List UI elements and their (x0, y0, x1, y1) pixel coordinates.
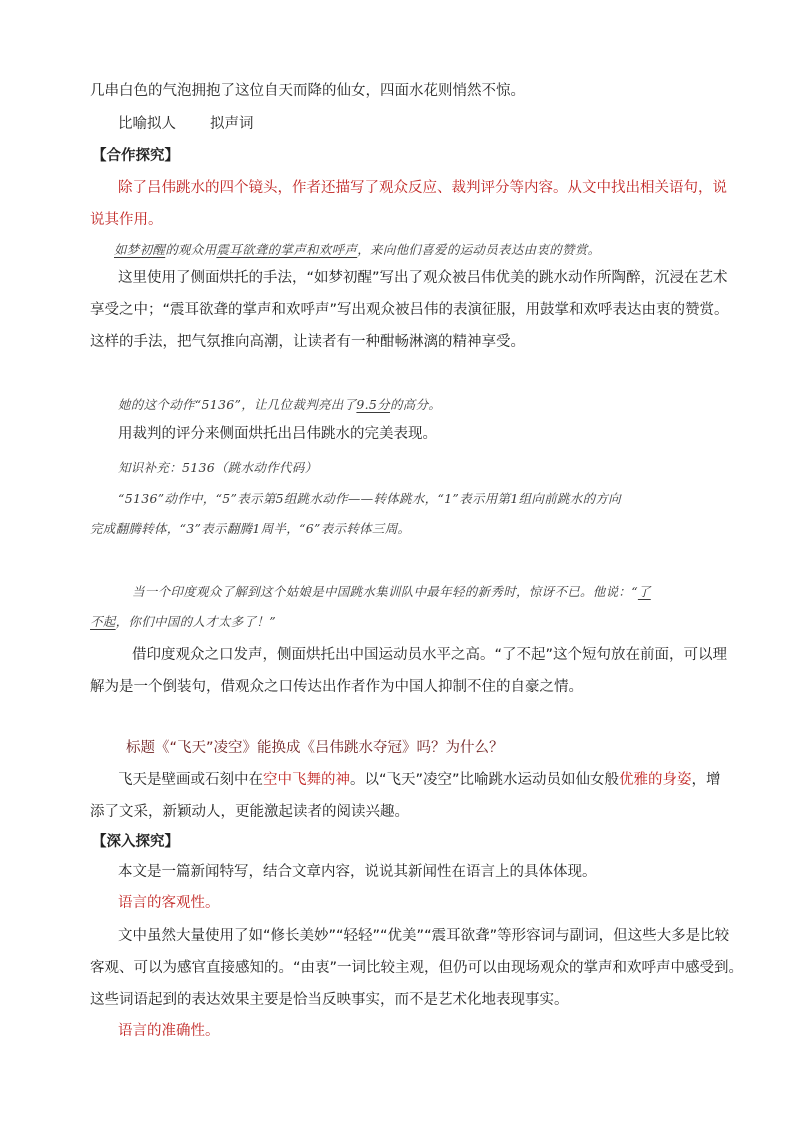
answer-text: 用裁判的评分来侧面烘托出吕伟跳水的完美表现。 (118, 426, 437, 442)
subtopic-title: 语言的客观性。 (118, 895, 220, 911)
answer-text: 文中虽然大量使用了如“修长美妙”“轻轻”“优美”“震耳欲聋”等形容词与副词，但这些大多是比较 (118, 928, 730, 944)
section-heading-cooperation: 【合作探究】 (92, 148, 179, 164)
knowledge-title: 知识补充：5136（跳水动作代码） (118, 460, 318, 475)
quote-line (118, 395, 441, 415)
underlined-phrase: 不起 (90, 614, 116, 629)
rhetoric-term: 拟声词 (210, 116, 254, 132)
quote-text: 当一个印度观众了解到这个姑娘是中国跳水集训队中最年轻的新秀时，惊讶不已。他说：“ (132, 584, 638, 599)
question-text: 说其作用。 (90, 212, 163, 228)
answer-text: 这样的手法，把气氛推向高潮，让读者有一种酣畅淋漓的精神享受。 (90, 334, 525, 350)
question-text: 除了吕伟跳水的四个镜头，作者还描写了观众反应、裁判评分等内容。从文中找出相关语句，说 (118, 180, 727, 196)
quote-line (132, 582, 651, 602)
underlined-phrase: 9.5分 (356, 397, 390, 412)
answer-text: 享受之中；“震耳欲聋的掌声和欢呼声”写出观众被吕伟的表演征服，用鼓掌和欢呼表达由衷的赞赏。 (90, 302, 729, 318)
section-heading-deep: 【深入探究】 (92, 834, 179, 850)
answer-text: 这些词语起到的表达效果主要是恰当反映事实，而不是艺术化地表现事实。 (90, 992, 569, 1008)
quote-line (114, 240, 600, 260)
answer-fragment: ，增 (691, 772, 721, 788)
answer-text: 解为是一个倒装句，借观众之口传达出作者作为中国人抑制不住的自豪之情。 (90, 679, 583, 695)
subtopic-title: 语言的准确性。 (118, 1023, 220, 1039)
highlighted-phrase: 空中飞舞的神 (263, 772, 350, 788)
answer-text: 借印度观众之口发声，侧面烘托出中国运动员水平之高。“了不起”这个短句放在前面，可以理 (132, 647, 728, 663)
quote-text: 她的这个动作“5136”，让几位裁判亮出了 (118, 397, 357, 412)
knowledge-text: 完成翻腾转体，“3”表示翻腾1周半，“6”表示转体三周。 (90, 521, 411, 536)
answer-text: 这里使用了侧面烘托的手法，“如梦初醒”写出了观众被吕伟优美的跳水动作所陶醉，沉浸在艺术 (118, 270, 728, 286)
answer-fragment: 。以“飞天”凌空”比喻跳水运动员如仙女般 (350, 772, 620, 788)
rhetoric-term: 比喻拟人 (118, 116, 176, 132)
rhetoric-note (118, 114, 254, 134)
answer-fragment: 飞天是壁画或石刻中在 (118, 772, 263, 788)
underlined-phrase: 了 (637, 584, 651, 599)
quote-text: 的观众用 (165, 242, 217, 257)
quote-line (90, 612, 276, 632)
highlighted-phrase: 优雅的身姿 (619, 772, 692, 788)
quote-text: 的高分。 (390, 397, 442, 412)
underlined-phrase: 震耳欲聋的掌声和欢呼声 (216, 242, 358, 257)
answer-text: 客观、可以为感官直接感知的。“由衷”一词比较主观，但仍可以由现场观众的掌声和欢呼声中感受到。 (90, 960, 744, 976)
text-line: 几串白色的气泡拥抱了这位自天而降的仙女，四面水花则悄然不惊。 (90, 83, 525, 99)
knowledge-text: “5136”动作中，“5”表示第5组跳水动作——转体跳水，“1”表示用第1组向前跳水的方向 (118, 491, 621, 506)
answer-text: 添了文采，新颖动人，更能激起读者的阅读兴趣。 (90, 804, 409, 820)
quote-text: ，你们中国的人才太多了！” (115, 614, 276, 629)
question-text: 本文是一篇新闻特写，结合文章内容，说说其新闻性在语言上的具体体现。 (118, 864, 597, 880)
quote-text: ，来向他们喜爱的运动员表达由衷的赞赏。 (357, 242, 601, 257)
underlined-phrase: 如梦初醒 (114, 242, 166, 257)
question-text: 标题《“飞天”凌空》能换成《吕伟跳水夺冠》吗？为什么？ (126, 740, 504, 756)
answer-text (118, 770, 721, 790)
